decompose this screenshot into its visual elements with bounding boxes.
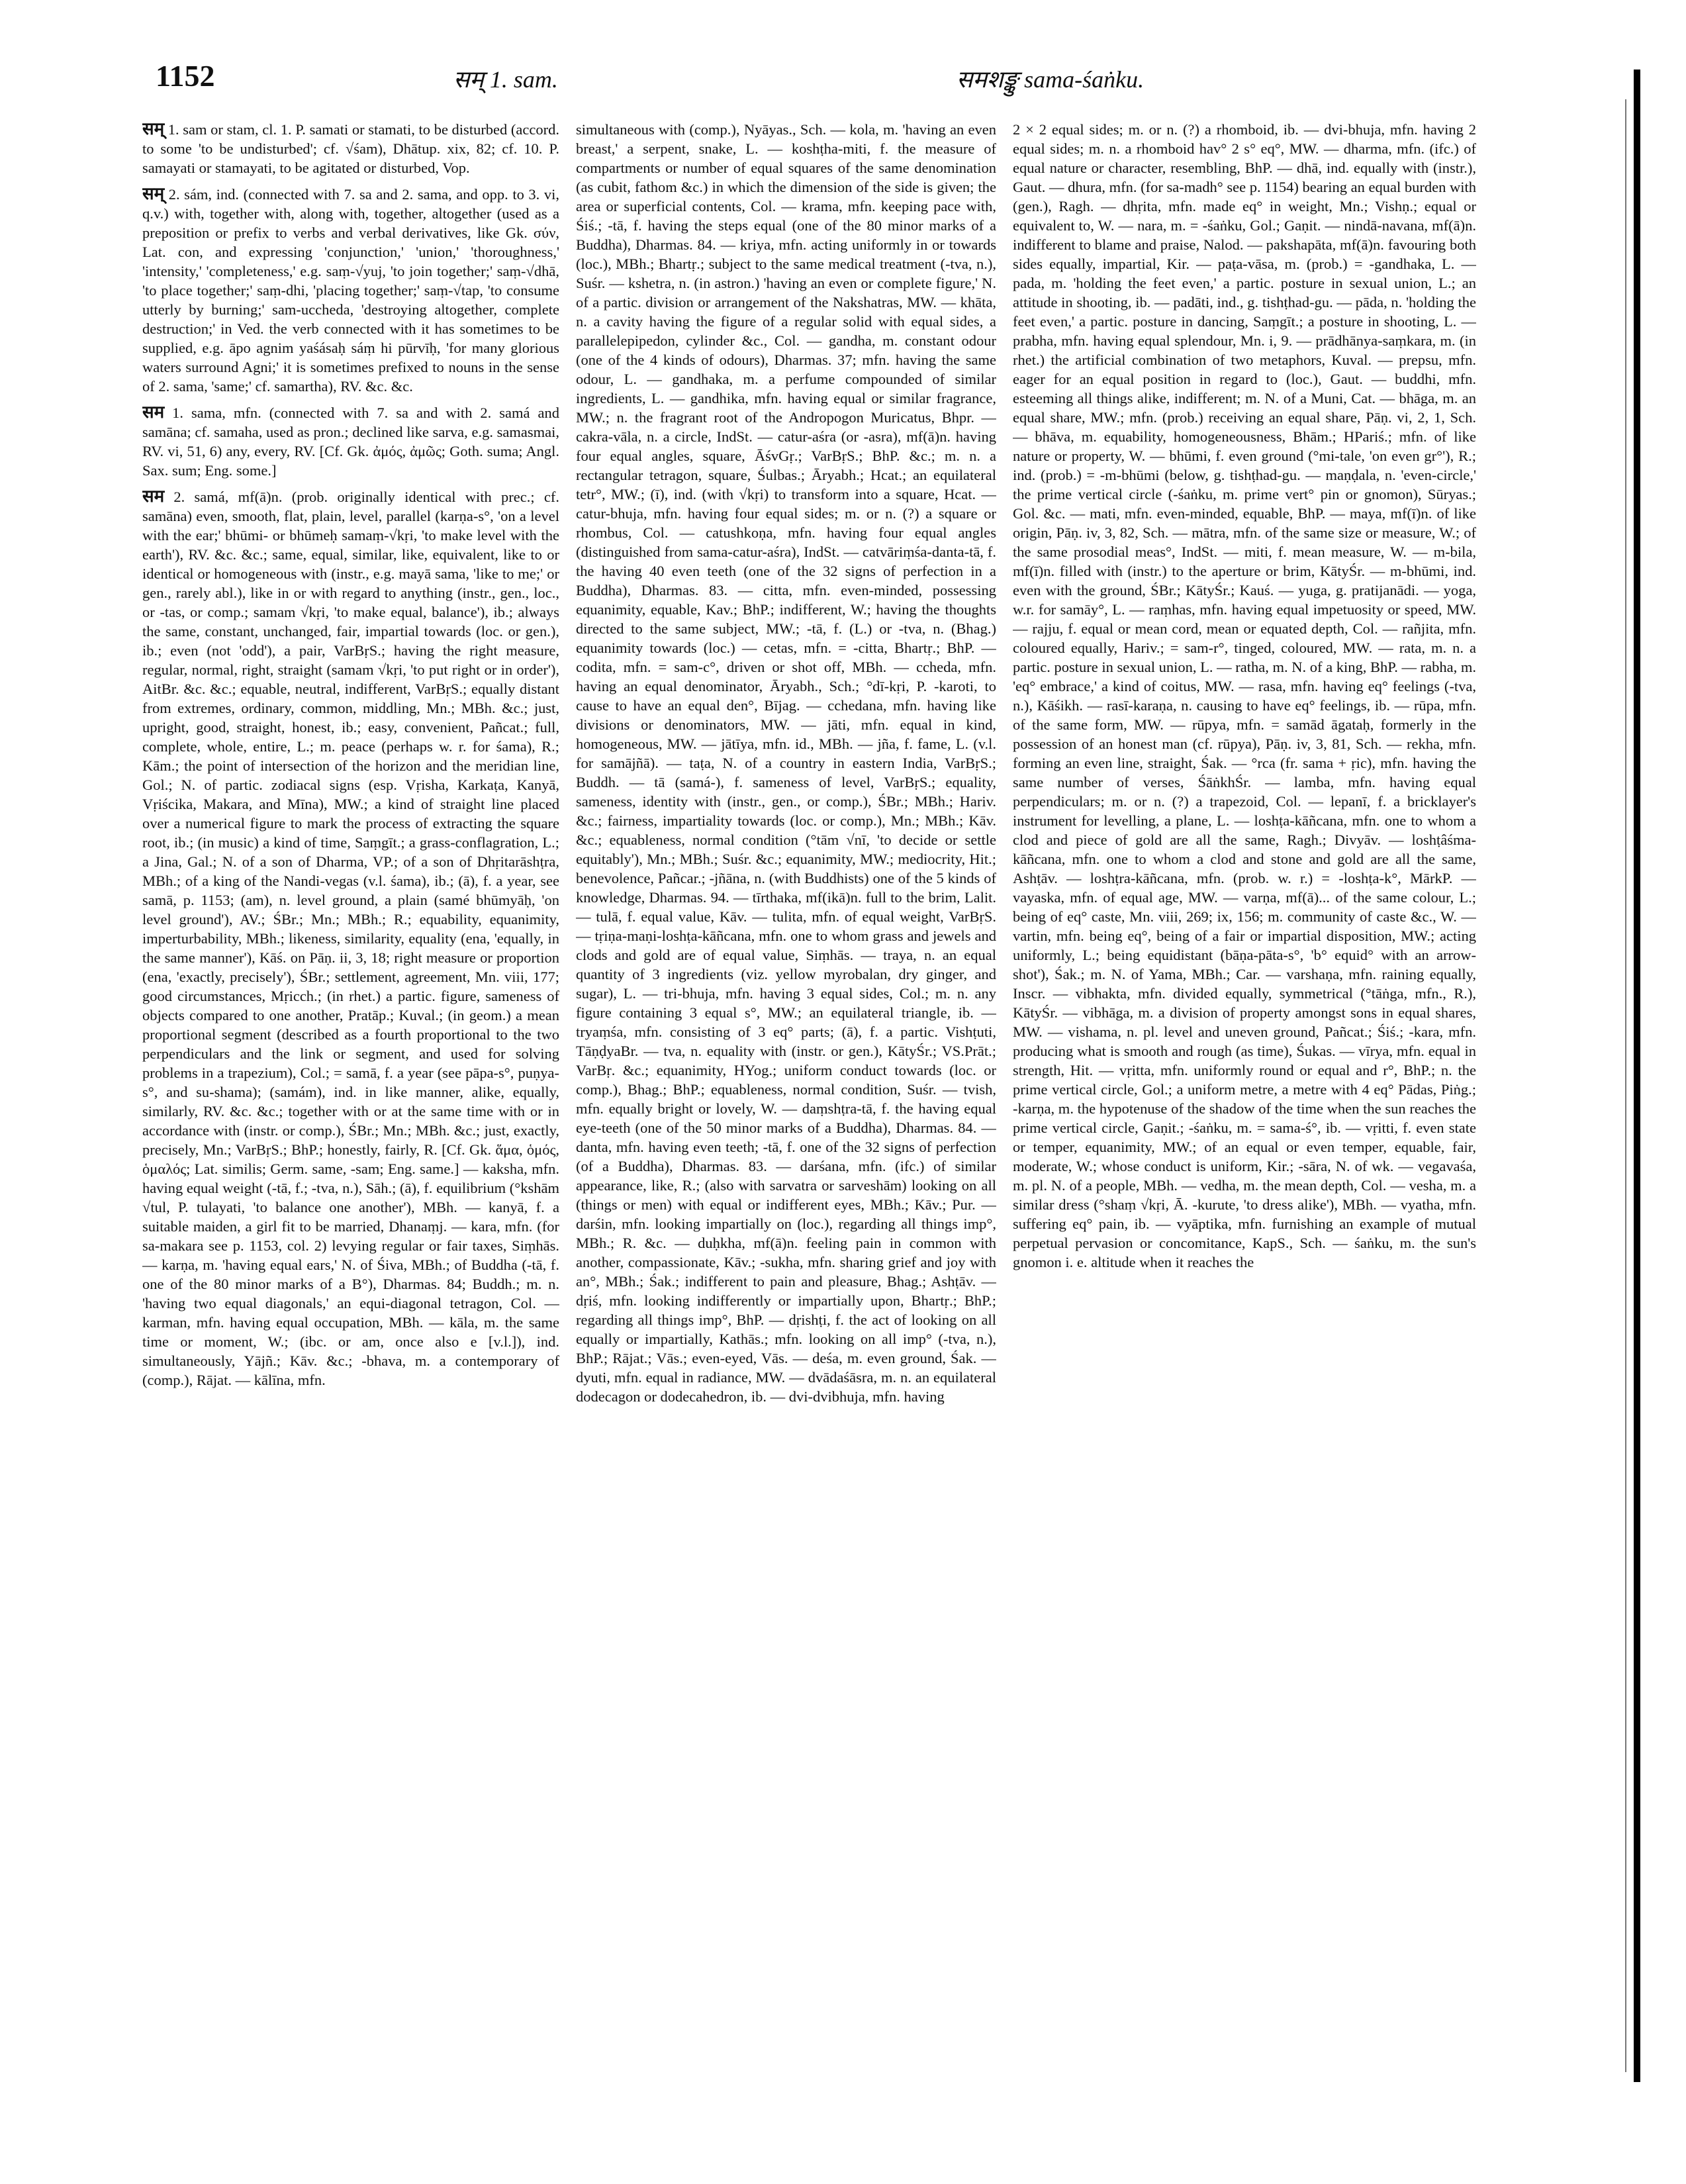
entry-headword: सम [142,403,165,422]
dictionary-entry [142,487,559,1390]
column-3 [1013,119,1476,2132]
page-header [142,58,1493,105]
entry-text: 2. samá, mf(ā)n. (prob. originally identical with prec.; cf. samāna) even, smooth, flat, plain, level, parallel (karṇa-s°, 'on a level with the ear;' bhūmi- or bhūmeḥ samaṃ-√kṛi, 'to make level with the earth'), RV. &c. &c.; same, equal, similar, like, equivalent, like to or identical or homogeneous with (instr., e.g. mayā sama, 'like to me;' or gen., rarely abl.), like in or with regard to anything (instr., gen., loc., or -tas, or comp.; samam √kṛi, 'to make equal, balance'), ib.; always the same, constant, unchanged, fair, impartial towards (loc. or gen.), ib.; even (not 'odd'), a pair, VarBṛS.; having the right measure, regular, normal, right, straight (samam √kṛi, 'to put right or in order'), AitBr. &c. &c.; equable, neutral, indifferent, VarBṛS.; equally distant from extremes, ordinary, common, middling, Mn.; MBh. &c.; just, upright, good, straight, honest, ib.; easy, convenient, Pañcat.; full, complete, whole, entire, L.; m. peace (perhaps w. r. for śama), R.; Kām.; the point of intersection of the horizon and the meridian line, Gol.; N. of partic. zodiacal signs (esp. Vṛisha, Karkaṭa, Kanyā, Vṛiścika, Makara, and Mīna), MW.; a kind of straight line placed over a numerical figure to mark the process of extracting the square root, ib.; (in music) a kind of time, Saṃgīt.; a grass-conflagration, L.; a Jina, Gal.; N. of a son of Dharma, VP.; of a son of Dhṛitarāshṭra, MBh.; of a king of the Nandi-vegas (v.l. śama), ib.; (ā), f. a year, see samā, p. 1153; (am), n. level ground, a plain (samé bhūmyāḥ, 'on level ground'), AV.; ŚBr.; Mn.; MBh.; R.; equability, equanimity, imperturbability, MBh.; likeness, similarity, equality (ena, 'equally, in the same manner'), Kāś. on Pāṇ. ii, 3, 18; right measure or proportion (ena, 'exactly, precisely'), ŚBr.; settlement, agreement, Mn. viii, 177; good circumstances, Mṛicch.; (in rhet.) a partic. figure, sameness of objects compared to one another, Pratāp.; Kuval.; (in geom.) a mean proportional segment (described as a fourth proportional to the two perpendiculars and the link or segment, and used for solving problems in a trapezium), Col.; = samā, f. a year (see pāpa-s°, puṇya-s°, and su-shama); (samám), ind. in like manner, alike, equally, similarly, RV. &c. &c.; together with or at the same time with or in accordance with (instr. or comp.), ŚBr.; Mn.; MBh. &c.; just, exactly, precisely, Mn.; VarBṛS.; BhP.; honestly, fairly, R. [Cf. Gk. ἅμα, ὁμός, ὁμαλός; Lat. similis; Germ. same, -sam; Eng. same.] — kaksha, mfn. having equal weight (-tā, f.; -tva, n.), Sāh.; (ā), f. equilibrium (°kshām √tul, P. tulayati, 'to balance one another'), MBh. — kanyā, f. a suitable maiden, a girl fit to be married, Dhanaṃj. — kara, mfn. (for sa-makara see p. 1153, col. 2) levying regular or fair taxes, Siṃhās. — karṇa, m. 'having equal ears,' N. of Śiva, MBh.; of Buddha (-tā, f. one of the 80 minor marks of a B°), Dharmas. 84; Buddh.; m. n. 'having two equal diagonals,' an equi-diagonal tetragon, Col. — karman, mfn. having equal occupation, MBh. — kāla, m. the same time or moment, W.; (ibc. or am, once also e [v.l.]), ind. simultaneously, Yājñ.; Kāv. &c.; -bhava, m. a contemporary of (comp.), Rājat. — kālīna, mfn. [142,489,559,1388]
right-running-head: समशङ्कु sama-śaṅku. [957,66,1145,93]
entry-headword: सम् [142,119,165,138]
page-edge-border [1634,70,1640,2082]
entry-text: 2. sám, ind. (connected with 7. sa and 2. sama, and opp. to 3. vi, q.v.) with, together with, along with, together, altogether (used as a preposition or prefix to verbs and verbal derivatives, like Gk. σύν, Lat. con, and expressing 'conjunction,' 'union,' 'thoroughness,' 'intensity,' 'completeness,' e.g. saṃ-√yuj, 'to join together;' saṃ-√dhā, 'to place together;' saṃ-dhi, 'placing together;' saṃ-√tap, 'to consume utterly by burning;' sam-uccheda, 'destroying altogether, complete destruction;' in Ved. the verb connected with it has sometimes to be supplied, e.g. āpo agnim yaśásaḥ sáṃ hi pūrvīḥ, 'for many glorious waters surround Agni;' it is sometimes prefixed to nouns in the sense of 2. sama, 'same;' cf. samartha), RV. &c. &c. [142,186,559,395]
entry-text: 1. sama, mfn. (connected with 7. sa and with 2. samá and samāna; cf. samaha, used as pron.; declined like sarva, e.g. samasmai, RV. vi, 51, 6) any, every, RV. [Cf. Gk. ἀμός, ἀμῶς; Goth. suma; Angl. Sax. sum; Eng. some.] [142,404,559,479]
column-2 [576,119,996,2132]
dictionary-entry [142,119,559,177]
dictionary-entry [142,403,559,480]
dictionary-entry [576,119,996,1406]
page-edge-shadow [1625,99,1626,2072]
entry-headword: सम् [142,184,165,203]
entry-text: simultaneous with (comp.), Nyāyas., Sch. — kola, m. 'having an even breast,' a serpent, snake, L. — koshṭha-miti, f. the measure of compartments or number of equal squares of the same denomination (as cubit, fathom &c.) in which the dimension of the side is given; the area or superficial contents, Col. — krama, mfn. keeping pace with, Śiś.; -tā, f. having the steps equal (one of the 80 minor marks of a Buddha), Dharmas. 84. — kriya, mfn. acting uniformly in or towards (loc.), MBh.; Bhartṛ.; subject to the same medical treatment (-tva, n.), Suśr. — kshetra, n. (in astron.) 'having an even or complete figure,' N. of a partic. division or arrangement of the Nakshatras, MW. — khāta, n. a cavity having the figure of a regular solid with equal sides, a parallelepipedon, cylinder &c., Col. — gandha, m. constant odour (one of the 4 kinds of odours), Dharmas. 37; mfn. having the same odour, L. — gandhaka, m. a perfume compounded of similar ingredients, L. — gandhika, mfn. having equal or similar fragrance, MW.; n. the fragrant root of the Andropogon Muricatus, Bhpr. — cakra-vāla, n. a circle, IndSt. — catur-aśra (or -asra), mf(ā)n. having four equal angles, square, ĀśvGṛ.; VarBṛS.; BhP. &c.; m. n. a rectangular tetragon, square, Śulbas.; Āryabh.; Hcat.; an equilateral tetr°, MW.; (ī), ind. (with √kṛi) to transform into a square, Hcat. — catur-bhuja, mfn. having four equal sides; m. or n. (?) a square or rhombus, Col. — catushkoṇa, mfn. having four equal angles (distinguished from sama-catur-aśra), IndSt. — catvāriṃśa-danta-tā, f. the having 40 even teeth (one of the 32 signs of perfection in a Buddha), Dharmas. 83. — citta, mfn. even-minded, possessing equanimity, equable, Kav.; BhP.; indifferent, W.; having the thoughts directed to the same subject, MW.; -tā, f. (L.) or -tva, n. (Bhag.) equanimity towards (loc.) — cetas, mfn. = -citta, Bhartṛ.; BhP. — codita, mfn. = sam-c°, driven or shot off, MBh. — ccheda, mfn. having an equal denominator, Āryabh., Sch.; °dī-kṛi, P. -karoti, to cause to have an equal den°, Bījag. — cchedana, mfn. having like divisions or denominators, MW. — jāti, mfn. equal in kind, homogeneous, MW. — jātīya, mfn. id., MBh. — jña, f. fame, L. (v.l. for samājñā). — taṭa, N. of a country in eastern India, VarBṛS.; Buddh. — tā (samá-), f. sameness of level, VarBṛS.; equality, sameness, identity with (instr., gen., or comp.), ŚBr.; MBh.; Hariv. &c.; fairness, impartiality towards (loc. or comp.), Mn.; MBh.; Kāv. &c.; equableness, normal condition (°tām √nī, 'to decide or settle equitably'), Mn.; MBh.; Suśr. &c.; equanimity, MW.; mediocrity, Hit.; benevolence, Pañcar.; -jñāna, n. (with Buddhists) one of the 5 kinds of knowledge, Dharmas. 94. — tīrthaka, mf(ikā)n. full to the brim, Lalit. — tulā, f. equal value, Kāv. — tulita, mfn. of equal weight, VarBṛS. — tṛiṇa-maṇi-loshṭa-kāñcana, mfn. one to whom grass and jewels and clods and gold are of equal value, Siṃhās. — traya, n. an equal quantity of 3 ingredients (viz. yellow myrobalan, dry ginger, and sugar), L. — tri-bhuja, mfn. having 3 equal sides, Col.; m. n. any figure containing 3 equal s°, MW.; an equilateral triangle, ib. — tryaṃśa, mfn. consisting of 3 eq° parts; (ā), f. a partic. Vishṭuti, TāṇḍyaBr. — tva, n. equality with (instr. or gen.), KātyŚr.; VS.Prāt.; VarBṛ. &c.; equanimity, HYog.; uniform conduct towards (loc. or comp.), Bhag.; BhP.; equableness, normal condition, Suśr. — tvish, mfn. equally bright or lovely, W. — daṃshṭra-tā, f. the having equal eye-teeth (one of the 50 minor marks of a Buddha), Dharmas. 84. — danta, mfn. having even teeth; -tā, f. one of the 32 signs of perfection (of a Buddha), Dharmas. 83. — darśana, mfn. (ifc.) of similar appearance, like, R.; (also with sarvatra or sarveshām) looking on all (things or men) with equal or indifferent eyes, MBh.; Kāv.; Pur. — darśin, mfn. looking impartially on (loc.), regarding all things imp°, MBh.; R. &c. — duḥkha, mf(ā)n. feeling pain in common with another, compassionate, Kāv.; -sukha, mfn. sharing grief and joy with an°, MBh.; Śak.; indifferent to pain and pleasure, Bhag.; Ashṭāv. — dṛiś, mfn. looking indifferently or impartially upon, Bhartṛ.; BhP.; regarding all things imp°, BhP. — dṛishṭi, f. the act of looking on all equally or impartially, Kathās.; mfn. looking on all imp° (-tva, n.), BhP.; Rājat.; Vās.; even-eyed, Vās. — deśa, m. even ground, Śak. — dyuti, mfn. equal in radiance, MW. — dvādaśāsra, m. n. an equilateral dodecagon or dodecahedron, ib. — dvi-dvibhuja, mfn. having [576,121,996,1405]
page-number: 1152 [156,59,215,93]
dictionary-entry [142,184,559,396]
entry-headword: सम [142,487,165,506]
left-running-head: सम् 1. sam. [453,66,558,93]
entry-text: 2 × 2 equal sides; m. or n. (?) a rhomboid, ib. — dvi-bhuja, mfn. having 2 equal sides; m. n. a rhomboid hav° 2 s° eq°, MW. — dharma, mfn. (ifc.) of equal nature or character, resembling, BhP. — dhā, ind. equally with (instr.), Gaut. — dhura, mfn. (for sa-madh° see p. 1154) bearing an equal burden with (gen.), Ragh. — dhṛita, mfn. made eq° in weight, Mn.; Vishṇ.; equal or equivalent to, W. — nara, m. = -śaṅku, Gol.; Gaṇit. — nindā-navana, mf(ā)n. indifferent to blame and praise, Nalod. — pakshapāta, mf(ā)n. favouring both sides equally, impartial, Kir. — paṭa-vāsa, m. (prob.) = -gandhaka, L. — pada, m. 'holding the feet even,' a partic. posture in sexual union, L.; an attitude in shooting, ib. — padāti, ind., g. tishṭhad-gu. — pāda, n. 'holding the feet even,' a partic. posture in dancing, Saṃgīt.; a posture in shooting, L. — prabha, mfn. having equal splendour, Mn. i, 9. — prādhānya-saṃkara, m. (in rhet.) the artificial combination of two metaphors, Kuval. — prepsu, mfn. eager for an equal position in regard to (loc.), Gaut. — buddhi, mfn. esteeming all things alike, indifferent; m. N. of a Muni, Cat. — bhāga, m. an equal share, MW.; mfn. (prob.) receiving an equal share, Pāṇ. vi, 2, 1, Sch. — bhāva, m. equability, homogeneousness, Bhām.; HPariś.; mfn. of like nature or property, W. — bhūmi, f. even ground (°mi-tale, 'on even gr°'), R.; ind. (prob.) = -m-bhūmi (below, g. tishṭhad-gu. — maṇḍala, n. 'even-circle,' the prime vertical circle (-śaṅku, m. prime vert° pin or gnomon), Sūryas.; Gol. &c. — mati, mfn. even-minded, equable, BhP. — maya, mf(ī)n. of like origin, Pāṇ. iv, 3, 82, Sch. — mātra, mfn. of the same size or measure, W.; of the same prosodial meas°, IndSt. — miti, f. mean measure, W. — m-bila, mf(ī)n. filled with (instr.) to the aperture or brim, KātyŚr. — m-bhūmi, ind. even with the ground, ŚBr.; KātyŚr.; Kauś. — yuga, g. pratijanādi. — yoga, w.r. for samāy°, L. — raṃhas, mfn. having equal impetuosity or speed, MW. — rajju, f. equal or mean cord, mean or equated depth, Col. — rañjita, mfn. coloured equally, Hariv.; = sam-r°, tinged, coloured, MW. — rata, m. n. a partic. posture in sexual union, L. — ratha, m. N. of a king, BhP. — rabha, m. 'eq° embrace,' a kind of coitus, MW. — rasa, mfn. having eq° feelings (-tva, n.), Kāśikh. — rasī-karaṇa, n. causing to have eq° feelings, ib. — rūpa, mfn. of the same form, MW. — rūpya, mfn. = samād āgataḥ, formerly in the possession of an honest man (cf. rūpya), Pāṇ. iv, 3, 81, Sch. — rekha, mfn. forming an even line, straight, Śak. — °rca (fr. sama + ṛic), mfn. having the same number of verses, ŚāṅkhŚr. — lamba, mfn. having equal perpendiculars; m. or n. (?) a trapezoid, Col. — lepanī, f. a bricklayer's instrument for levelling, a plane, L. — loshṭa-kāñcana, mfn. one to whom a clod and piece of gold are all the same, Ragh.; Divyāv. — loshṭâśma-kāñcana, mfn. one to whom a clod and stone and gold are all the same, Ashṭāv. — loshṭra-kāñcana, mfn. (prob. w. r.) = -loshṭa-k°, MārkP. — vayaska, mfn. of equal age, MW. — varṇa, mf(ā)... of the same colour, L.; being of eq° caste, Mn. viii, 269; ix, 156; m. community of caste &c., W. — vartin, mfn. being eq°, being of a fair or impartial disposition, MW.; acting uniformly, L.; being equidistant (bāṇa-pāta-s°, 'b° equid° with an arrow-shot'), Śak.; m. N. of Yama, MBh.; Car. — varshaṇa, mfn. raining equally, Inscr. — vibhakta, mfn. divided equally, symmetrical (°tāṅga, mfn., R.), KātyŚr. — vibhāga, m. a division of property amongst sons in equal shares, MW. — vishama, n. pl. level and uneven ground, Pañcat.; Śiś.; -kara, mfn. producing what is smooth and rough (as time), Śukas. — vīrya, mfn. equal in strength, Hit. — vṛitta, mfn. uniformly round or equal and r°, BhP.; n. the prime vertical circle, Gol.; a uniform metre, a metre with 4 eq° Pādas, Piṅg.; -karṇa, m. the hypotenuse of the shadow of the time when the sun reaches the prime vertical circle, Gaṇit.; -śaṅku, m. = sama-ś°, ib. — vṛitti, f. even state or temper, equanimity, MW.; of an equal or even temper, equable, fair, moderate, W.; whose conduct is uniform, Kir.; -sāra, N. of wk. — vegavaśa, m. pl. N. of a people, MBh. — vedha, m. the mean depth, Col. — vesha, m. a similar dress (°shaṃ √kṛi, Ā. -kurute, 'to dress alike'), MBh. — vyatha, mfn. suffering eq° pain, ib. — vyāptika, mfn. furnishing an example of mutual perpetual pervasion or concomitance, KapS., Sch. — śaṅku, m. the sun's gnomon i. e. altitude when it reaches the [1013,121,1476,1270]
dictionary-entry [1013,119,1476,1272]
entry-text: 1. sam or stam, cl. 1. P. samati or stamati, to be disturbed (accord. to some 'to be undisturbed'; cf. √śam), Dhātup. xix, 82; cf. 10. P. samayati or stamayati, to be agitated or disturbed, Vop. [142,121,559,176]
column-1 [142,119,559,2132]
